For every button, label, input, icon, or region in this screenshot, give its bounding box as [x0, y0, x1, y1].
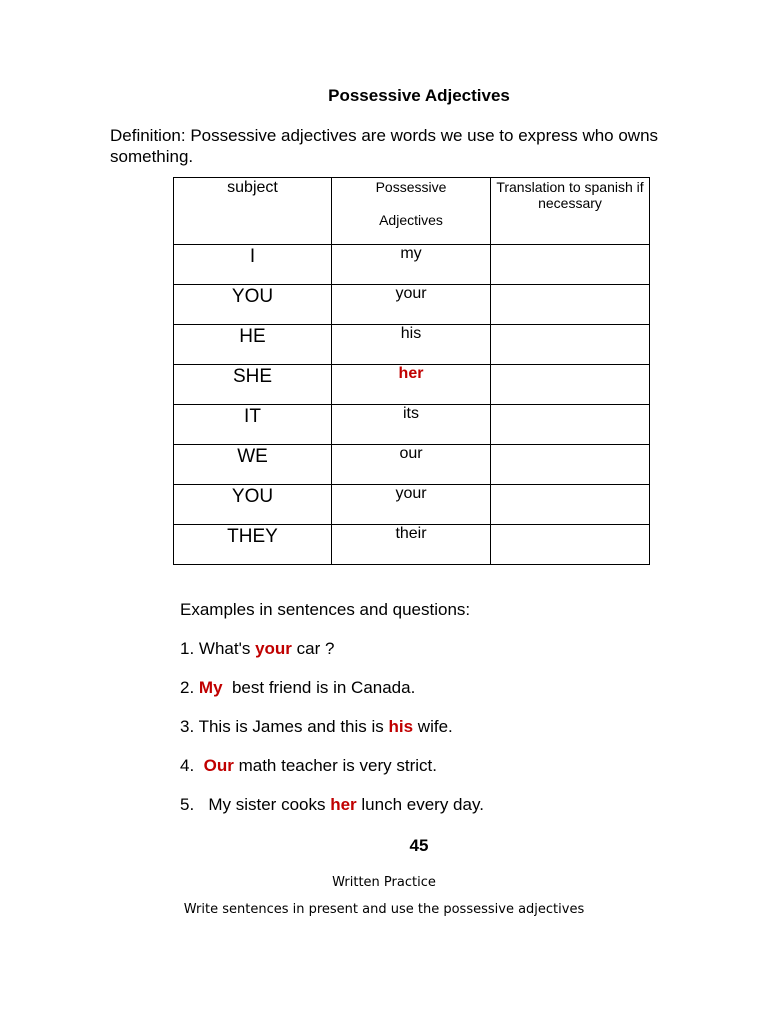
header-possessive	[332, 178, 490, 229]
translation-cell[interactable]	[491, 445, 650, 485]
example-sentence	[180, 756, 437, 776]
possessive-text: your	[395, 485, 427, 502]
translation-cell[interactable]	[491, 325, 650, 365]
table-row	[174, 445, 650, 485]
possessive-cell	[332, 485, 491, 525]
possessive-text: my	[400, 245, 422, 262]
subject-cell	[174, 405, 332, 445]
possessive-text: his	[400, 325, 422, 342]
example-sentence	[180, 678, 415, 698]
possessive-cell	[332, 285, 491, 325]
subject-text: I	[249, 246, 256, 267]
header-possessive-cell	[332, 178, 491, 245]
possessive-text: its	[403, 405, 419, 422]
example-text: 1. What's	[180, 639, 256, 658]
example-highlight: his	[388, 717, 414, 736]
subject-text: IT	[244, 406, 261, 427]
possessive-table	[173, 177, 650, 565]
example-text: math teacher is very strict.	[233, 756, 437, 775]
header-translation-cell	[491, 178, 650, 245]
written-practice-heading: Written Practice	[332, 875, 436, 890]
example-highlight: Our	[203, 756, 234, 775]
example-text: 2.	[180, 678, 199, 697]
table-row	[174, 525, 650, 565]
table-row	[174, 325, 650, 365]
subject-text: WE	[237, 446, 268, 467]
page-title: Possessive Adjectives	[328, 86, 510, 105]
translation-cell[interactable]	[491, 365, 650, 405]
possessive-cell	[332, 405, 491, 445]
possessive-text: our	[399, 445, 423, 462]
possessive-text: your	[395, 285, 427, 302]
example-text: 3. This is James and this is	[180, 717, 389, 736]
table-row	[174, 285, 650, 325]
example-text: best friend is in Canada.	[222, 678, 416, 697]
example-text: car ?	[291, 639, 335, 658]
subject-text: THEY	[227, 526, 278, 547]
page-number: 45	[409, 836, 429, 855]
table-row	[174, 365, 650, 405]
possessive-cell	[332, 325, 491, 365]
instruction-text: Write sentences in present and use the possessive adjectives	[183, 902, 585, 917]
example-text: 5. My sister cooks	[180, 795, 331, 814]
possessive-cell	[332, 445, 491, 485]
subject-cell	[174, 325, 332, 365]
table-header-row	[174, 178, 650, 245]
translation-cell[interactable]	[491, 285, 650, 325]
example-text: 4.	[180, 756, 204, 775]
translation-cell[interactable]	[491, 245, 650, 285]
subject-cell	[174, 445, 332, 485]
possessive-cell	[332, 365, 491, 405]
possessive-text: their	[395, 525, 427, 542]
example-highlight: her	[330, 795, 357, 814]
example-sentence	[180, 795, 484, 815]
definition-text: Definition: Possessive adjectives are words we use to express who owns something.	[110, 126, 659, 166]
subject-cell	[174, 365, 332, 405]
translation-cell[interactable]	[491, 485, 650, 525]
table-row	[174, 245, 650, 285]
example-highlight: your	[255, 639, 292, 658]
table-row	[174, 405, 650, 445]
header-subject: subject	[227, 179, 278, 196]
example-highlight: My	[198, 678, 223, 697]
subject-cell	[174, 245, 332, 285]
example-sentence	[180, 639, 334, 659]
translation-cell[interactable]	[491, 405, 650, 445]
subject-text: SHE	[232, 366, 273, 387]
header-possessive-line1: Possessive	[375, 179, 447, 195]
example-sentence	[180, 717, 453, 737]
examples-heading: Examples in sentences and questions:	[180, 600, 471, 619]
subject-cell	[174, 285, 332, 325]
subject-cell	[174, 485, 332, 525]
header-translation: Translation to spanish if necessary	[496, 179, 644, 211]
subject-cell	[174, 525, 332, 565]
possessive-cell	[332, 525, 491, 565]
example-text: wife.	[413, 717, 453, 736]
possessive-text-highlighted: her	[398, 365, 424, 382]
subject-text: HE	[239, 326, 266, 347]
translation-cell[interactable]	[491, 525, 650, 565]
subject-text: YOU	[231, 286, 274, 307]
example-text: lunch every day.	[356, 795, 484, 814]
subject-text: YOU	[231, 486, 274, 507]
possessive-cell	[332, 245, 491, 285]
header-subject-cell	[174, 178, 332, 245]
header-possessive-line2: Adjectives	[379, 212, 443, 228]
table-row	[174, 485, 650, 525]
